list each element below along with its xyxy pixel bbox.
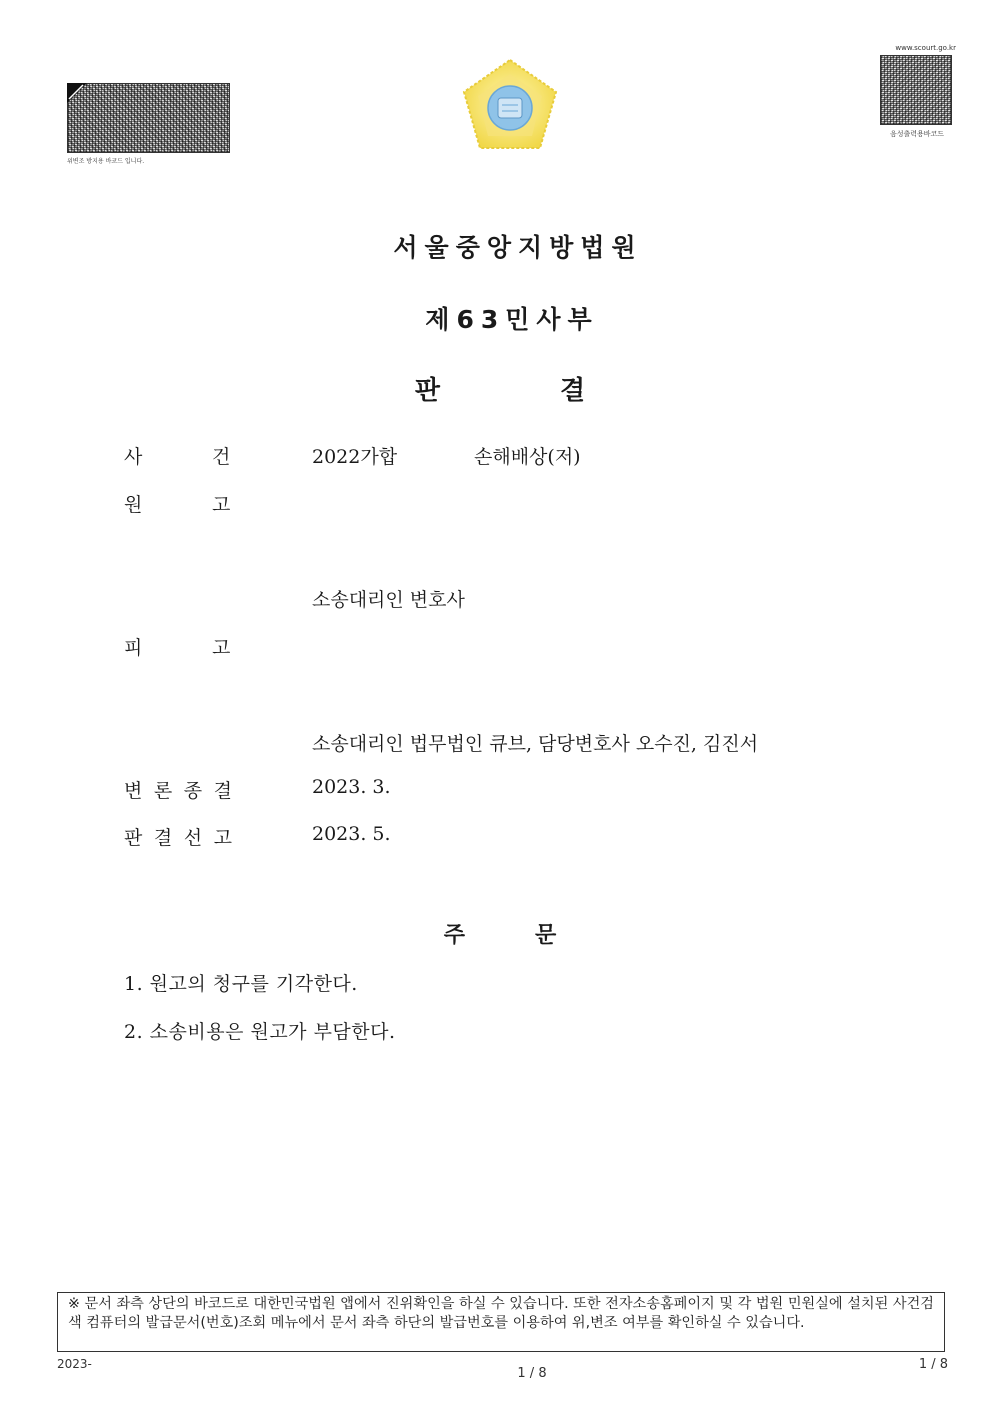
defendant-label-char-2: 고	[212, 637, 231, 659]
plaintiff-label-char-1: 원	[124, 494, 143, 516]
barcode-caption: 위변조 방지용 바코드 입니다.	[67, 158, 145, 165]
closing-label-char: 변	[124, 780, 143, 802]
order-heading-left: 주	[443, 923, 465, 948]
case-number: 2022가합	[312, 446, 398, 468]
closing-label-char: 종	[183, 780, 203, 802]
page-number-center: 1 / 8	[517, 1366, 547, 1381]
voice-barcode-caption: 음성출력용바코드	[889, 130, 945, 138]
order-item: 1. 원고의 청구를 기각한다.	[124, 973, 358, 995]
court-name: 서울중앙지방법원	[393, 233, 643, 262]
verification-note: ※ 문서 좌측 상단의 바코드로 대한민국법원 앱에서 진위확인을 하실 수 있습니다. 또한 전자소송홈페이지 및 각 법원 민원실에 설치된 사건검색 컴퓨터의 발급문서(번호)조회 메뉴에서 문서 좌측 하단의 발급번호를 이용하여 위,변조 여부를 확인하실 수 있습니다.	[57, 1292, 945, 1352]
defendant-label-char-1: 피	[124, 637, 143, 659]
defendant-counsel: 소송대리인 법무법인 큐브, 담당변호사 오수진, 김진서	[312, 733, 759, 755]
page-number-right: 1 / 8	[918, 1357, 948, 1372]
closing-label	[124, 776, 232, 803]
case-label-char-1: 사	[124, 446, 143, 468]
closing-date: 2023. 3.	[312, 776, 391, 798]
voice-output-barcode	[880, 55, 952, 125]
case-label-char-2: 건	[212, 446, 231, 468]
anti-forgery-barcode	[67, 83, 230, 153]
judgment-label	[124, 823, 232, 850]
court-division: 제63민사부	[425, 305, 599, 334]
plaintiff-label-char-2: 고	[212, 494, 231, 516]
court-seal-icon	[462, 58, 558, 150]
plaintiff-counsel: 소송대리인 변호사	[312, 589, 465, 611]
order-heading-right: 문	[535, 923, 557, 948]
case-name: 손해배상(저)	[474, 446, 581, 468]
judgment-label-char: 고	[213, 827, 232, 849]
order-item: 2. 소송비용은 원고가 부담한다.	[124, 1021, 396, 1043]
court-website-url: www.scourt.go.kr	[895, 44, 956, 52]
issue-number: 2023-	[57, 1357, 92, 1371]
order-heading	[0, 918, 1000, 949]
document-title	[0, 370, 1000, 407]
judgment-date: 2023. 5.	[312, 823, 391, 845]
document-title-right: 결	[560, 376, 586, 406]
judgment-label-char: 선	[183, 827, 203, 849]
closing-label-char: 결	[213, 780, 232, 802]
barcode-corner-mark	[67, 83, 87, 103]
judgment-label-char: 결	[153, 827, 173, 849]
document-title-left: 판	[414, 376, 440, 406]
judgment-label-char: 판	[124, 827, 143, 849]
closing-label-char: 론	[153, 780, 173, 802]
